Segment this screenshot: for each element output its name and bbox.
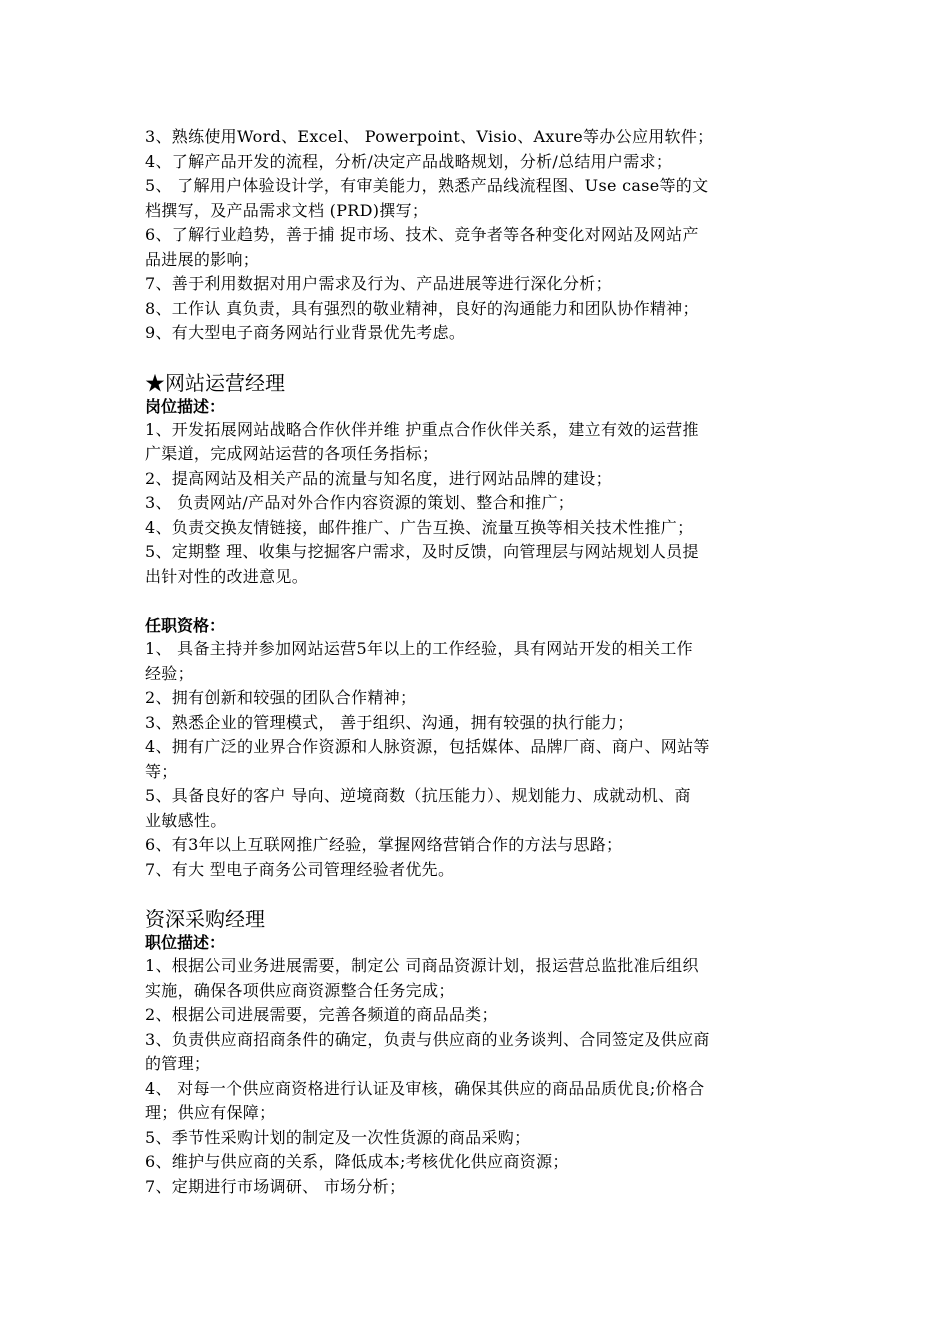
list-item: 1、根据公司业务进展需要，制定公 司商品资源计划，报运营总监批准后组织 [145,956,699,975]
list-item: 3、 负责网站/产品对外合作内容资源的策划、整合和推广； [145,493,575,512]
list-item: 4、 对每一个供应商资格进行认证及审核，确保其供应的商品品质优良;价格合 [145,1078,705,1098]
list-item: 3、熟悉企业的管理模式， 善于组织、沟通，拥有较强的执行能力； [145,712,634,732]
list-item: 7、有大 型电子商务公司管理经验者优先。 [145,859,455,879]
list-item: 7、善于利用数据对用户需求及行为、产品进展等进行深化分析； [145,274,612,293]
list-item: 2、拥有创新和较强的团队合作精神； [145,688,417,707]
list-item: 9、有大型电子商务网站行业背景优先考虑。 [145,323,466,342]
list-item: 2、提高网站及相关产品的流量与知名度，进行网站品牌的建设； [145,468,612,488]
list-item: 理；供应有保障； [145,1103,276,1122]
list-item: 3、熟练使用Word、Excel、 Powerpoint、Visio、Axure等办公应用软件； [145,127,714,146]
list-item: 1、 具备主持并参加网站运营5年以上的工作经验，具有网站开发的相关工作 [145,639,693,658]
list-item: 广渠道，完成网站运营的各项任务指标； [145,444,439,463]
list-item: 经验； [145,663,194,683]
ops-req-list [145,637,815,882]
list-item: 7、定期进行市场调研、 市场分析； [145,1176,406,1196]
list-item: 6、了解行业趋势，善于捕 捉市场、技术、竞争者等各种变化对网站及网站产 [145,225,699,244]
list-item: 3、负责供应商招商条件的确定，负责与供应商的业务谈判、合同签定及供应商 [145,1029,710,1049]
ops-req-label: 任职资格： [145,616,226,635]
purchase-manager-title: 资深采购经理 [145,907,265,931]
ops-manager-title: ★网站运营经理 [145,370,285,395]
list-item: 业敏感性。 [145,810,227,830]
list-item: 4、负责交换友情链接，邮件推广、广告互换、流量互换等相关技术性推广； [145,517,694,537]
list-item: 1、开发拓展网站战略合作伙伴并维 护重点合作伙伴关系，建立有效的运营推 [145,419,699,439]
list-item: 6、维护与供应商的关系，降低成本;考核优化供应商资源； [145,1152,569,1171]
list-item: 等； [145,761,178,781]
document-page [145,125,815,1199]
list-item: 5、 了解用户体验设计学，有审美能力，熟悉产品线流程图、Use case等的文 [145,176,709,195]
list-item: 的管理； [145,1054,211,1073]
list-item: 4、了解产品开发的流程，分析/决定产品战略规划，分析/总结用户需求； [145,151,673,171]
list-item: 出针对性的改进意见。 [145,566,309,586]
purchase-desc-list [145,954,815,1199]
ops-desc-label: 岗位描述： [145,396,226,416]
list-item: 5、季节性采购计划的制定及一次性货源的商品采购； [145,1127,531,1147]
ops-desc-list [145,418,815,590]
list-item: 6、有3年以上互联网推广经验，掌握网络营销合作的方法与思路； [145,835,623,854]
list-item: 5、具备良好的客户 导向、逆境商数（抗压能力）、规划能力、成就动机、商 [145,786,691,805]
list-item: 4、拥有广泛的业界合作资源和人脉资源，包括媒体、品牌厂商、商户、网站等 [145,737,710,756]
list-item: 档撰写，及产品需求文档 (PRD)撰写； [145,200,429,220]
purchase-desc-label: 职位描述： [145,933,226,952]
list-item: 实施，确保各项供应商资源整合任务完成； [145,980,455,1000]
prev-section-list [145,125,815,346]
list-item: 5、定期整 理、收集与挖掘客户需求，及时反馈，向管理层与网站规划人员提 [145,542,699,561]
list-item: 品进展的影响； [145,249,260,269]
list-item: 2、根据公司进展需要，完善各频道的商品品类； [145,1005,498,1024]
list-item: 8、工作认 真负责，具有强烈的敬业精神，良好的沟通能力和团队协作精神； [145,298,699,318]
